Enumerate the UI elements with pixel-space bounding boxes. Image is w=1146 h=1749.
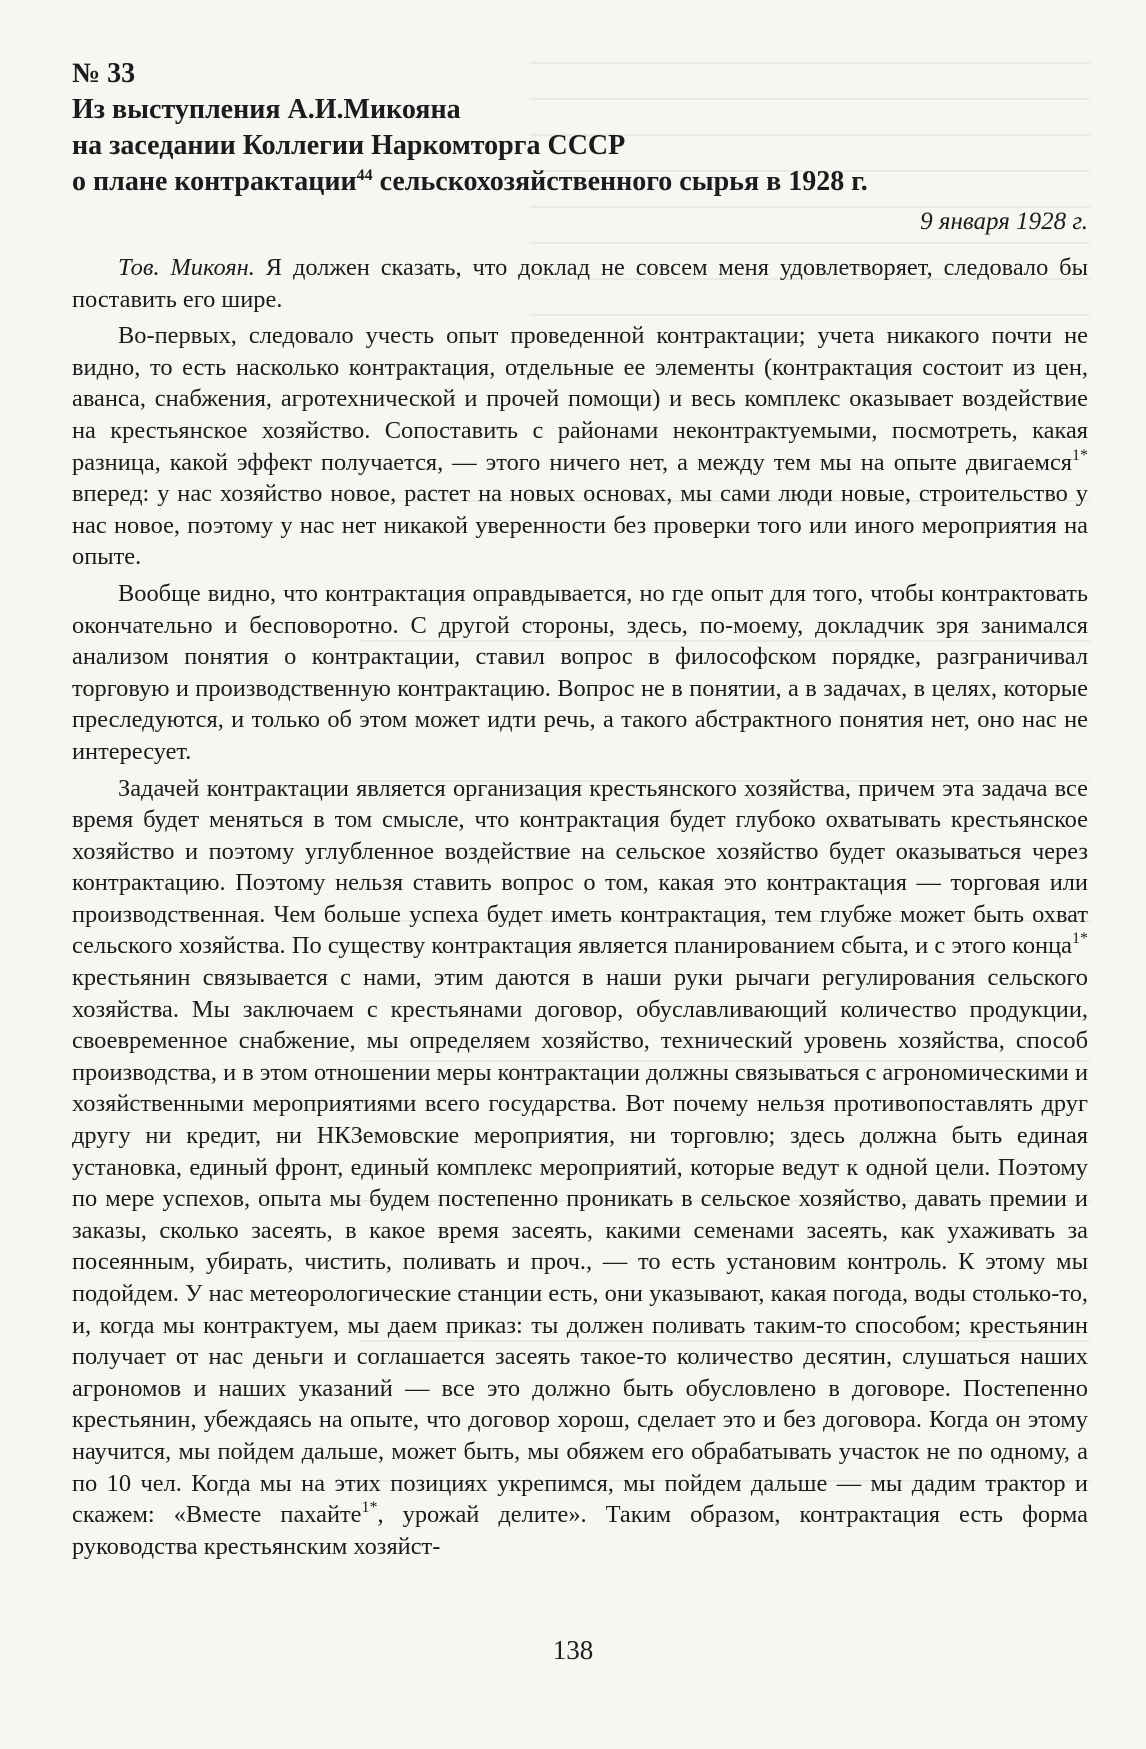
footnote-marker: 1*: [361, 1499, 378, 1517]
document-date: 9 января 1928 г.: [920, 208, 1088, 235]
paragraph: Задачей контрактации является организация крестьянского хозяйства, причем эта задача все время будет меняться в том смысле, что контрактация будет глубоко охватывать крестьянское хозяйство и поэтому углубленное воздействие на сельское хозяйство будет оказываться через контрактацию. Поэтому нельзя ставить вопрос о том, какая это контрактация — торговая или производственная. Чем больше успеха будет иметь контрактация, тем глубже может быть охват сельского хозяйства. По существу контрактация является планированием сбыта, и с этого конца$^{1*}$ крестьянин связывается с нами, этим даются в наши руки рычаги регулирования сельского хозяйства. Мы заключаем с крестьянами договор, обуславливающий количество продукции, своевременное снабжение, мы определяем хозяйство, технический уровень хозяйства, способ производства, и в этом отношении меры контрактации должны связываться с агрономическими и хозяйственными мероприятиями всего государства. Вот почему нельзя противопоставлять друг другу ни кредит, ни НКЗемовские мероприятия, ни торговлю; здесь должна быть единая установка, единый фронт, единый комплекс мероприятий, которые ведут к одной цели. Поэтому по мере успехов, опыта мы будем постепенно проникать в сельское хозяйство, давать премии и заказы, сколько засеять, в какое время засеять, какими семенами засеять, как ухаживать за посеянным, убирать, чистить, поливать и проч., — то есть установим контроль. К этому мы подойдем. У нас метеорологические станции есть, они указывают, какая погода, воды столько-то, и, когда мы контрактуем, мы даем приказ: ты должен поливать таким-то способом; крестьянин получает от нас деньги и соглашается засеять такое-то количество десятин, слушаться наших агрономов и наших указаний — все это должно быть обусловлено в договоре. Постепенно крестьянин, убеждаясь на опыте, что договор хорош, сделает это и без договора. Когда он этому научится, мы пойдем дальше, может быть, мы обяжем его обрабатывать участок не по одному, а по 10 чел. Когда мы на этих позициях укрепимся, мы пойдем дальше — мы дадим трактор и скажем: «Вместе пахайте$^{1*}$, урожай делите». Таким образом, контрактация есть форма руководства крестьянским хозяйст-: [72, 774, 1089, 1560]
title-line: на заседании Коллегии Наркомторга СССР: [72, 130, 626, 161]
paragraph: Вообще видно, что контрактация оправдывается, но где опыт для того, чтобы контрактовать окончательно и бесповоротно. С другой стороны, здесь, по-моему, докладчик зря занимался анализом понятия о контрактации, ставил вопрос в философском порядке, разграничивал торговую и производственную контрактацию. Вопрос не в понятии, а в задачах, в целях, которые преследуются, и только об этом может идти речь, а такого абстрактного понятия нет, оно нас не интересует.: [72, 579, 1088, 765]
document-content: [72, 56, 1088, 1567]
document-number: № 33: [72, 58, 136, 89]
footnote-marker: 44: [356, 167, 373, 184]
title-line: Из выступления А.И.Микояна: [72, 94, 461, 125]
page-number: 138: [552, 1635, 594, 1665]
footnote-marker: 1*: [1072, 446, 1088, 464]
paragraph: Тов. Микоян. Я должен сказать, что доклад не совсем меня удовлетворяет, следовало бы поставить его шире.: [72, 254, 1088, 313]
paragraph: Во-первых, следовало учесть опыт проведенной контрактации; учета никакого почти не видно, то есть насколько контрактация, отдельные ее элементы (контрактация состоит из цен, аванса, снабжения, агротехнической и прочей помощи) и весь комплекс оказывает воздействие на крестьянское хозяйство. Сопоставить с районами неконтрактуемыми, посмотреть, какая разница, какой эффект получается, — этого ничего нет, а между тем мы на опыте двигаемся$^{1*}$ вперед: у нас хозяйство новое, растет на новых основах, мы сами люди новые, строительство у нас новое, поэтому у нас нет никакой уверенности без проверки того или иного мероприятия на опыте.: [72, 322, 1088, 571]
footnote-marker: 1*: [1072, 930, 1088, 948]
title-line: о плане контрактации$^{44}$ сельскохозяйственного сырья в 1928 г.: [72, 166, 868, 197]
document-title: [72, 92, 1088, 200]
speaker-name: Тов. Микоян.: [118, 254, 255, 281]
